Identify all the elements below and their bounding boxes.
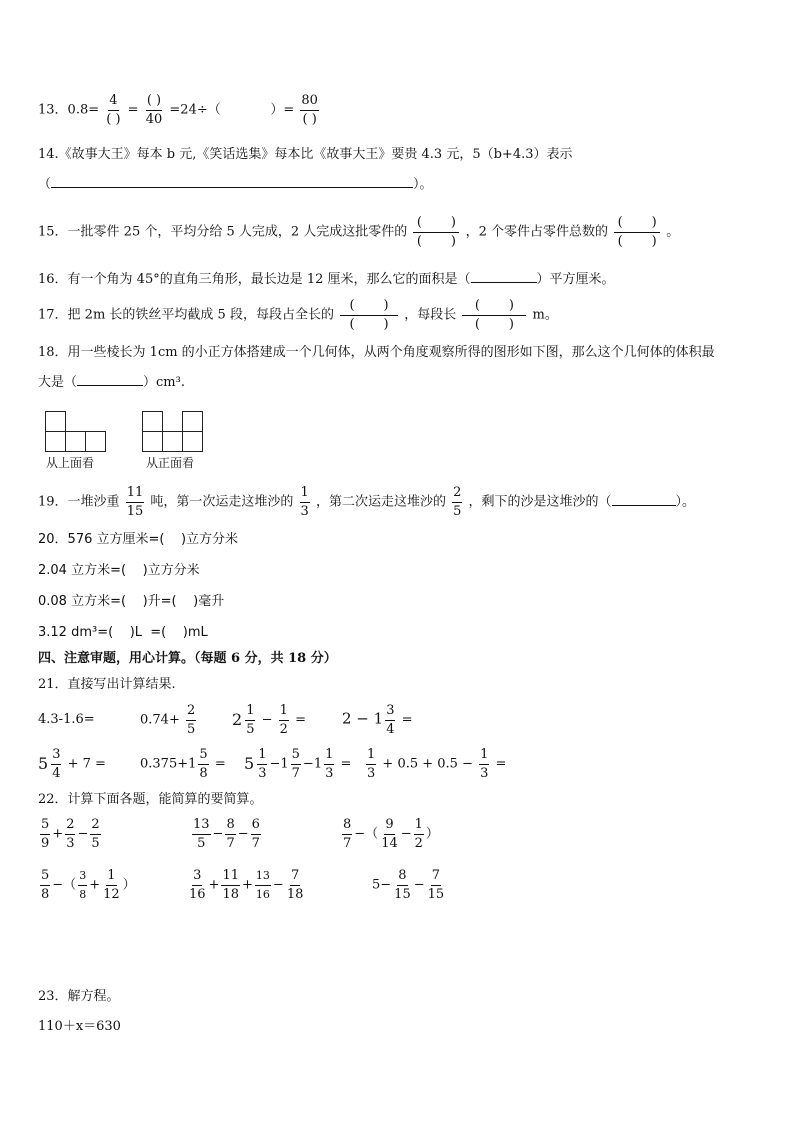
question-23-equation [38, 1018, 121, 1036]
section-4-title: 四、注意审题，用心计算。（每题 6 分，共 18 分） [38, 651, 337, 666]
q19-text3: ，第二次运走这堆沙的 [315, 494, 446, 510]
q18-answer-blank[interactable] [77, 385, 143, 386]
top-view-caption: 从上面看 [46, 456, 95, 470]
operator: − [413, 877, 425, 893]
numerator: 13 [192, 816, 211, 835]
numerator: 1 [245, 702, 255, 721]
q20-line4: 3.12 dm³=( )L =( )mL [38, 625, 208, 640]
operator: + [89, 877, 101, 893]
q19-text4: ，剩下的沙是这堆沙的（ [468, 494, 612, 510]
denominator: ( ) [349, 317, 389, 332]
numerator: 11 [126, 484, 145, 503]
numerator: 5 [198, 746, 208, 765]
q20-line1: 20．576 立方厘米=( )立方分米 [38, 532, 239, 547]
front-view-cell [182, 431, 203, 452]
denominator: 5 [197, 836, 206, 851]
denominator: 12 [103, 887, 120, 902]
question-20-line4 [38, 624, 208, 642]
numerator: 5 [291, 746, 301, 765]
numerator: 1 [106, 867, 116, 886]
q17-text1: 17．把 2m 长的铁丝平均截成 5 段，每段占全长的 [38, 307, 334, 323]
q13-fraction-3 [300, 92, 319, 128]
equals: = [495, 756, 507, 772]
question-21-title [38, 676, 176, 694]
denominator: 3 [66, 836, 75, 851]
question-18-line1 [38, 344, 715, 362]
q20-line2: 2.04 立方米=( )立方分米 [38, 563, 200, 578]
numerator: 2 [90, 816, 100, 835]
fraction [393, 867, 412, 903]
whole: 2 [232, 710, 243, 729]
q21-row1-col3 [232, 702, 306, 738]
denominator: 8 [199, 766, 208, 781]
denominator: 5 [91, 836, 100, 851]
denominator: ( ) [106, 112, 121, 127]
numerator: 3 [78, 867, 87, 886]
question-14-line1 [38, 146, 573, 164]
fraction [102, 867, 121, 903]
numerator: ( ) [146, 92, 162, 111]
question-22-title [38, 791, 263, 809]
numerator: 6 [251, 816, 261, 835]
q19-fraction-1 [126, 484, 145, 520]
fraction [78, 867, 87, 903]
denominator: 16 [189, 887, 206, 902]
numerator: 1 [366, 746, 376, 765]
q13-prefix: 13．0.8= [38, 102, 100, 118]
denominator: 3 [258, 766, 267, 781]
q19-text5: ）。 [675, 494, 696, 510]
denominator: ( ) [617, 234, 657, 249]
q19-fraction-3 [452, 484, 462, 520]
q21-title: 21．直接写出计算结果. [38, 677, 176, 692]
operator: −1 [302, 756, 323, 772]
question-19 [38, 484, 695, 520]
q14-close: ）。 [413, 177, 433, 192]
numerator: 2 [452, 484, 462, 503]
front-view-cell [142, 431, 163, 452]
q21-text: 0.74+ [140, 712, 180, 728]
q21-row1-col4 [342, 702, 413, 738]
denominator: 5 [453, 504, 462, 519]
q15-fraction-blank-2[interactable] [614, 214, 660, 250]
fraction [245, 702, 255, 738]
fraction [198, 746, 208, 782]
denominator: 9 [41, 836, 50, 851]
operator: − [272, 877, 284, 893]
q23-title: 23．解方程。 [38, 989, 120, 1004]
q13-fraction-2 [145, 92, 164, 128]
denominator: 3 [480, 766, 489, 781]
question-20-line1 [38, 531, 238, 549]
q22-expression-f [372, 867, 447, 903]
q22-expression-e [186, 867, 306, 903]
question-13 [38, 92, 321, 128]
denominator: 2 [279, 722, 288, 737]
denominator: 3 [300, 504, 309, 519]
operator: − [261, 712, 273, 728]
fraction [40, 816, 50, 852]
q14-open: （ [38, 177, 52, 192]
q15-text1: 15．一批零件 25 个，平均分给 5 人完成，2 人完成这批零件的 [38, 224, 408, 240]
equals: = [340, 756, 352, 772]
question-23-title [38, 988, 120, 1006]
q13-fraction-1 [105, 92, 121, 128]
denominator: 15 [394, 887, 411, 902]
close-paren: ） [122, 877, 136, 893]
fraction [90, 816, 100, 852]
q21-row1-col2 [140, 702, 198, 738]
operator: + [52, 826, 64, 842]
numerator: 7 [431, 867, 441, 886]
fraction [257, 746, 267, 782]
numerator: 3 [192, 867, 202, 886]
operator: −（ [354, 826, 379, 842]
q21-row2-col2 [140, 746, 226, 782]
numerator: 7 [290, 867, 300, 886]
q17-text2: ，每段长 [404, 307, 457, 323]
denominator: ( ) [302, 112, 317, 127]
denominator: 3 [367, 766, 376, 781]
denominator: 7 [251, 836, 260, 851]
top-view-cell [45, 431, 66, 452]
numerator: 4 [108, 92, 118, 111]
q15-text3: 。 [666, 224, 680, 240]
q21-row1-col1 [38, 711, 95, 729]
close-paren: ） [425, 826, 439, 842]
denominator: 8 [41, 887, 50, 902]
fraction [51, 746, 61, 782]
numerator: ( ) [462, 297, 526, 316]
q22-text: 5− [372, 877, 392, 893]
q21-row2-col4 [364, 746, 506, 782]
question-20-line2 [38, 562, 200, 580]
denominator: 14 [381, 836, 398, 851]
denominator: 8 [79, 888, 87, 901]
fraction [186, 702, 196, 738]
operator: + [242, 877, 253, 893]
denominator: 5 [186, 722, 196, 737]
q21-row2-col1 [38, 746, 106, 782]
fraction [427, 867, 446, 903]
q21-text: 2 − 1 [342, 709, 384, 728]
denominator: 7 [226, 836, 235, 851]
q22-title: 22．计算下面各题，能简算的要简算。 [38, 792, 263, 807]
q19-fraction-2 [300, 484, 310, 520]
q19-text1: 19．一堆沙重 [38, 494, 120, 510]
denominator: 2 [414, 836, 423, 851]
numerator: ( ) [340, 297, 398, 316]
fraction [479, 746, 489, 782]
q16-answer-blank[interactable] [471, 282, 537, 283]
q18-text2b: ）cm³. [143, 375, 185, 390]
numerator: 1 [479, 746, 489, 765]
denominator: 4 [52, 766, 61, 781]
q21-row2-col3 [244, 746, 351, 782]
denominator: 4 [386, 722, 395, 737]
denominator: 15 [427, 887, 445, 902]
fraction [279, 702, 289, 738]
fraction [255, 867, 271, 903]
numerator: 3 [385, 702, 395, 721]
mixed-number [38, 746, 63, 782]
question-17 [38, 297, 558, 333]
question-18-line2 [38, 374, 185, 392]
q21-text: + 0.5 + 0.5 − [382, 756, 473, 772]
q17-fraction-blank-2[interactable] [462, 297, 526, 333]
fraction [291, 746, 301, 782]
numerator: 1 [324, 746, 334, 765]
front-view-caption: 从正面看 [146, 456, 195, 470]
question-15 [38, 214, 679, 250]
fraction [251, 816, 261, 852]
mixed-number [232, 702, 257, 738]
section-4-heading [38, 650, 337, 668]
fraction [385, 702, 395, 738]
top-view-cell [85, 431, 106, 452]
fraction [188, 867, 207, 903]
q13-equals: = [127, 102, 139, 118]
q14-text: 14.《故事大王》每本 b 元,《笑话选集》每本比《故事大王》要贵 4.3 元，5（b+4.3）表示 [38, 147, 573, 162]
operator: − [237, 826, 249, 842]
denominator: 16 [255, 888, 270, 901]
denominator: 18 [222, 887, 239, 902]
fraction [40, 867, 50, 903]
q22-expression-c [340, 816, 439, 852]
fraction [380, 816, 399, 852]
denominator: 5 [246, 722, 255, 737]
numerator: 8 [342, 816, 352, 835]
fraction [324, 746, 334, 782]
front-view-cell [142, 411, 163, 432]
fraction [221, 867, 240, 903]
numerator: 5 [40, 816, 50, 835]
q23-equation-1: 110＋x＝630 [38, 1019, 121, 1034]
numerator: ( ) [614, 214, 660, 233]
denominator: 3 [325, 766, 334, 781]
numerator: 2 [186, 702, 196, 721]
whole: 5 [38, 754, 49, 773]
q17-fraction-blank-1[interactable] [340, 297, 398, 333]
q15-fraction-blank-1[interactable] [413, 214, 459, 250]
top-view-cell [45, 411, 66, 432]
q20-line3: 0.08 立方米=( )升=( )毫升 [38, 594, 225, 609]
numerator: 2 [65, 816, 75, 835]
whole: 5 [244, 754, 255, 773]
q18-text: 18．用一些棱长为 1cm 的小正方体搭建成一个几何体，从两个角度观察所得的图形如下图，那么这个几何体的体积最 [38, 345, 715, 360]
operator: −1 [269, 756, 289, 772]
fraction [414, 816, 424, 852]
front-view-cell [182, 411, 203, 432]
denominator: 7 [291, 766, 300, 781]
denominator: ( ) [416, 234, 456, 249]
numerator: 13 [255, 867, 271, 886]
numerator: 1 [257, 746, 267, 765]
denominator: ( ) [474, 317, 514, 332]
q17-text3: m。 [532, 307, 558, 323]
numerator: 8 [225, 816, 235, 835]
fraction [225, 816, 235, 852]
q22-expression-a [38, 816, 103, 852]
q15-text2: ，2 个零件占零件总数的 [465, 224, 608, 240]
equals: = [295, 712, 306, 728]
numerator: 1 [279, 702, 289, 721]
q22-expression-d [38, 867, 136, 903]
numerator: 3 [51, 746, 61, 765]
denominator: 40 [145, 112, 163, 127]
q21-text: + 7 = [67, 756, 106, 772]
question-20-line3 [38, 593, 224, 611]
fraction [366, 746, 376, 782]
denominator: 18 [286, 887, 304, 902]
question-16 [38, 271, 615, 289]
q14-answer-blank[interactable] [51, 187, 413, 188]
operator: − [77, 826, 89, 842]
numerator: ( ) [413, 214, 459, 233]
q21-text: 0.375+1 [140, 756, 197, 772]
fraction [342, 816, 352, 852]
numerator: 8 [397, 867, 407, 886]
operator: − [212, 826, 224, 842]
front-view-cell [162, 431, 183, 452]
equals: = [401, 712, 413, 728]
operator: −（ [52, 877, 77, 893]
q16-text1: 16．有一个角为 45°的直角三角形，最长边是 12 厘米，那么它的面积是（ [38, 272, 471, 287]
numerator: 11 [221, 867, 240, 886]
q19-text2: 吨，第一次运走这堆沙的 [150, 494, 294, 510]
denominator: 7 [343, 836, 352, 851]
equals: = [214, 756, 226, 772]
numerator: 9 [384, 816, 394, 835]
fraction [65, 816, 75, 852]
q16-text2: ）平方厘米。 [536, 272, 615, 287]
numerator: 5 [40, 867, 50, 886]
top-view-cell [65, 431, 86, 452]
question-14-line2 [38, 176, 433, 194]
q18-text2a: 大是（ [38, 375, 78, 390]
fraction [192, 816, 211, 852]
q21-item: 4.3-1.6= [38, 712, 95, 727]
operator: + [208, 877, 220, 893]
mixed-number [244, 746, 269, 782]
fraction [286, 867, 305, 903]
q19-answer-blank[interactable] [612, 505, 676, 506]
numerator: 80 [300, 92, 319, 111]
operator: − [400, 826, 412, 842]
denominator: 15 [126, 504, 144, 519]
q13-mid: =24÷（ ）= [169, 102, 295, 118]
numerator: 1 [300, 484, 310, 503]
numerator: 1 [414, 816, 424, 835]
q22-expression-b [190, 816, 263, 852]
